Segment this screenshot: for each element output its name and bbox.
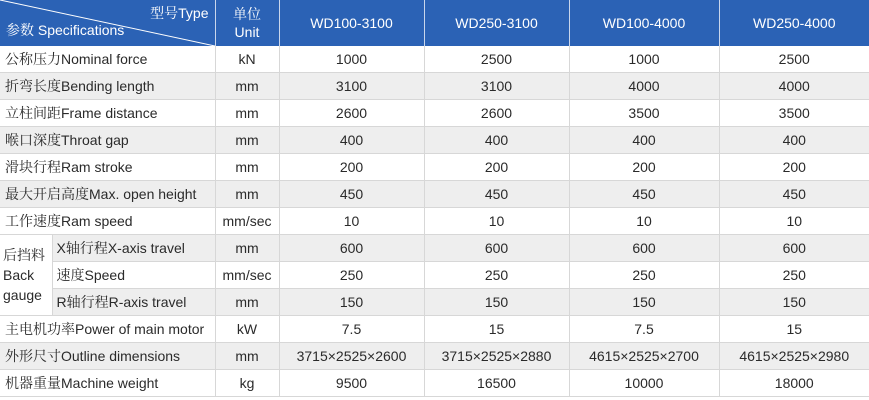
spec-value: 600 [279, 235, 424, 262]
spec-name: 工作速度Ram speed [0, 208, 215, 235]
table-row [0, 343, 869, 370]
spec-value: 400 [279, 127, 424, 154]
spec-name: 立柱间距Frame distance [0, 100, 215, 127]
spec-value: 4615×2525×2980 [719, 343, 869, 370]
corner-type-label: 型号Type [150, 5, 209, 21]
spec-value: 3100 [279, 73, 424, 100]
spec-value: 150 [719, 289, 869, 316]
spec-name: 外形尺寸Outline dimensions [0, 343, 215, 370]
spec-value: 10 [569, 208, 719, 235]
spec-value: 150 [569, 289, 719, 316]
spec-value: 600 [719, 235, 869, 262]
spec-value: 10 [424, 208, 569, 235]
header-row [0, 0, 869, 46]
spec-value: 600 [569, 235, 719, 262]
model-header: WD250-3100 [424, 0, 569, 46]
spec-name: 主电机功率Power of main motor [0, 316, 215, 343]
spec-name: 喉口深度Throat gap [0, 127, 215, 154]
spec-table-body [0, 46, 869, 397]
back-gauge-label-line: 后挡料 [3, 247, 45, 263]
table-row [0, 73, 869, 100]
spec-unit: mm [215, 181, 279, 208]
spec-value: 1000 [569, 46, 719, 73]
spec-name: 速度Speed [52, 262, 215, 289]
spec-value: 400 [569, 127, 719, 154]
table-row [0, 100, 869, 127]
spec-value: 200 [719, 154, 869, 181]
table-row [0, 154, 869, 181]
corner-header [0, 0, 215, 46]
spec-value: 4000 [569, 73, 719, 100]
spec-unit: mm [215, 235, 279, 262]
spec-value: 3715×2525×2600 [279, 343, 424, 370]
model-header: WD250-4000 [719, 0, 869, 46]
table-row [0, 316, 869, 343]
spec-value: 9500 [279, 370, 424, 397]
spec-value: 10 [279, 208, 424, 235]
back-gauge-label-line: Back [3, 267, 35, 283]
spec-value: 15 [719, 316, 869, 343]
spec-value: 3715×2525×2880 [424, 343, 569, 370]
back-gauge-label [0, 235, 52, 316]
table-row [0, 46, 869, 73]
spec-value: 4615×2525×2700 [569, 343, 719, 370]
spec-value: 250 [279, 262, 424, 289]
table-row [0, 127, 869, 154]
corner-spec-label: 参数 Specifications [6, 22, 125, 38]
spec-value: 3100 [424, 73, 569, 100]
spec-value: 150 [279, 289, 424, 316]
spec-unit: kW [215, 316, 279, 343]
spec-value: 600 [424, 235, 569, 262]
spec-name: 公称压力Nominal force [0, 46, 215, 73]
model-header: WD100-3100 [279, 0, 424, 46]
spec-value: 250 [569, 262, 719, 289]
spec-value: 1000 [279, 46, 424, 73]
spec-name: 最大开启高度Max. open height [0, 181, 215, 208]
spec-value: 10 [719, 208, 869, 235]
table-row [0, 262, 869, 289]
spec-value: 250 [719, 262, 869, 289]
spec-name: 折弯长度Bending length [0, 73, 215, 100]
spec-unit: kN [215, 46, 279, 73]
back-gauge-label-line: gauge [3, 287, 42, 303]
spec-unit: mm [215, 73, 279, 100]
spec-unit: mm [215, 289, 279, 316]
model-header: WD100-4000 [569, 0, 719, 46]
table-row [0, 289, 869, 316]
spec-value: 450 [279, 181, 424, 208]
spec-value: 4000 [719, 73, 869, 100]
spec-value: 16500 [424, 370, 569, 397]
spec-value: 3500 [569, 100, 719, 127]
table-row [0, 181, 869, 208]
spec-value: 250 [424, 262, 569, 289]
spec-name: 滑块行程Ram stroke [0, 154, 215, 181]
table-row [0, 235, 869, 262]
spec-unit: mm/sec [215, 208, 279, 235]
spec-unit: mm [215, 127, 279, 154]
spec-unit: mm [215, 154, 279, 181]
spec-name: R轴行程R-axis travel [52, 289, 215, 316]
unit-header [215, 0, 279, 46]
spec-unit: mm [215, 343, 279, 370]
spec-name: 机器重量Machine weight [0, 370, 215, 397]
spec-unit: mm/sec [215, 262, 279, 289]
unit-header-en: Unit [234, 24, 260, 40]
spec-unit: kg [215, 370, 279, 397]
spec-value: 200 [279, 154, 424, 181]
spec-value: 2500 [424, 46, 569, 73]
spec-unit: mm [215, 100, 279, 127]
unit-header-cn: 单位 [233, 6, 261, 22]
spec-value: 7.5 [569, 316, 719, 343]
spec-value: 200 [569, 154, 719, 181]
spec-value: 450 [719, 181, 869, 208]
spec-value: 18000 [719, 370, 869, 397]
spec-value: 2600 [279, 100, 424, 127]
spec-value: 400 [424, 127, 569, 154]
table-row [0, 370, 869, 397]
spec-value: 450 [569, 181, 719, 208]
spec-value: 3500 [719, 100, 869, 127]
spec-name: X轴行程X-axis travel [52, 235, 215, 262]
spec-value: 2500 [719, 46, 869, 73]
spec-value: 2600 [424, 100, 569, 127]
spec-value: 200 [424, 154, 569, 181]
spec-value: 7.5 [279, 316, 424, 343]
spec-value: 15 [424, 316, 569, 343]
table-row [0, 208, 869, 235]
spec-value: 150 [424, 289, 569, 316]
spec-value: 400 [719, 127, 869, 154]
spec-value: 10000 [569, 370, 719, 397]
spec-value: 450 [424, 181, 569, 208]
